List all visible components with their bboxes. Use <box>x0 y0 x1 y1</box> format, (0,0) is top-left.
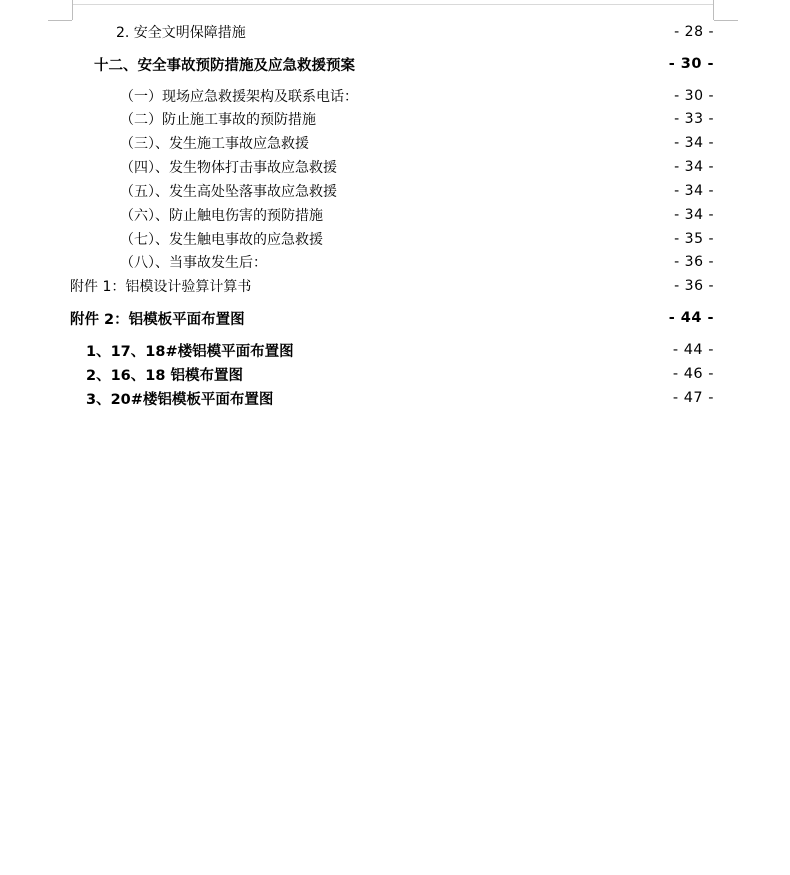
toc-entry-title: 3、20#楼铝模板平面布置图 <box>86 391 274 408</box>
toc-entry-page: - 36 - <box>674 254 714 270</box>
toc-entry[interactable] <box>120 156 714 178</box>
toc-entry[interactable] <box>116 21 714 43</box>
toc-leader-dots <box>256 21 668 43</box>
toc-entry-page: - 36 - <box>674 278 714 294</box>
toc-leader-dots <box>277 251 668 273</box>
toc-leader-dots <box>333 204 668 226</box>
toc-entry[interactable] <box>70 307 714 329</box>
toc-entry-title: 2. 安全文明保障措施 <box>116 25 246 41</box>
toc-leader-dots <box>283 387 666 409</box>
toc-leader-dots <box>365 53 663 75</box>
toc-entry-page: - 30 - <box>674 88 714 104</box>
toc-entry-page: - 34 - <box>674 207 714 223</box>
toc-entry[interactable] <box>86 363 714 385</box>
toc-entry[interactable] <box>120 251 714 273</box>
toc-entry[interactable] <box>120 108 714 130</box>
toc-entry-page: - 44 - <box>668 310 714 326</box>
toc-leader-dots <box>304 339 667 361</box>
toc-entry[interactable] <box>70 275 714 297</box>
toc-leader-dots <box>261 275 668 297</box>
toc-entry-title: 附件 2：铝模板平面布置图 <box>70 311 245 328</box>
toc-entry[interactable] <box>120 132 714 154</box>
toc-entry-title: （三）、发生施工事故应急救援 <box>120 136 309 152</box>
toc-entry-page: - 44 - <box>672 342 714 358</box>
toc-entry-page: - 34 - <box>674 159 714 175</box>
toc-entry-page: - 35 - <box>674 231 714 247</box>
toc-entry[interactable] <box>120 204 714 226</box>
toc-leader-dots <box>333 228 668 250</box>
crop-mark-top-right <box>714 20 738 21</box>
toc-entry-title: （一）现场应急救援架构及联系电话： <box>120 89 358 105</box>
crop-mark-top-left <box>72 0 73 20</box>
toc-entry-title: （五）、发生高处坠落事故应急救援 <box>120 184 337 200</box>
toc-leader-dots <box>255 307 663 329</box>
toc-leader-dots <box>347 156 668 178</box>
toc-entry-title: 1、17、18#楼铝模平面布置图 <box>86 343 294 360</box>
toc-leader-dots <box>253 363 667 385</box>
toc-leader-dots <box>368 85 668 107</box>
toc-entry-page: - 47 - <box>672 390 714 406</box>
toc-leader-dots <box>347 180 668 202</box>
toc-entry-page: - 33 - <box>674 111 714 127</box>
toc-entry-page: - 34 - <box>674 135 714 151</box>
toc-entry-title: （七）、发生触电事故的应急救援 <box>120 232 323 248</box>
toc-entry[interactable] <box>94 53 714 75</box>
toc-entry-title: （二）防止施工事故的预防措施 <box>120 112 316 128</box>
toc-entry[interactable] <box>120 228 714 250</box>
toc-entry-page: - 34 - <box>674 183 714 199</box>
crop-mark-top-left <box>48 20 72 21</box>
toc-entry-title: （八）、当事故发生后： <box>120 255 267 271</box>
toc-entry[interactable] <box>120 85 714 107</box>
toc-entry-title: 附件 1：铝模设计验算计算书 <box>70 279 252 295</box>
toc-entry-title: （六）、防止触电伤害的预防措施 <box>120 208 323 224</box>
toc-entry[interactable] <box>120 180 714 202</box>
toc-leader-dots <box>326 108 668 130</box>
toc-entry[interactable] <box>86 339 714 361</box>
toc-entry-page: - 46 - <box>672 366 714 382</box>
toc-entry-title: 十二、安全事故预防措施及应急救援预案 <box>94 57 355 74</box>
toc-leader-dots <box>319 132 668 154</box>
crop-mark-top-right <box>713 0 714 20</box>
toc-entry[interactable] <box>86 387 714 409</box>
toc-entry-title: 2、16、18 铝模布置图 <box>86 367 243 384</box>
page-top-edge <box>73 4 713 5</box>
toc-entry-page: - 30 - <box>668 56 714 72</box>
toc-entry-title: （四）、发生物体打击事故应急救援 <box>120 160 337 176</box>
toc-entry-page: - 28 - <box>674 24 714 40</box>
